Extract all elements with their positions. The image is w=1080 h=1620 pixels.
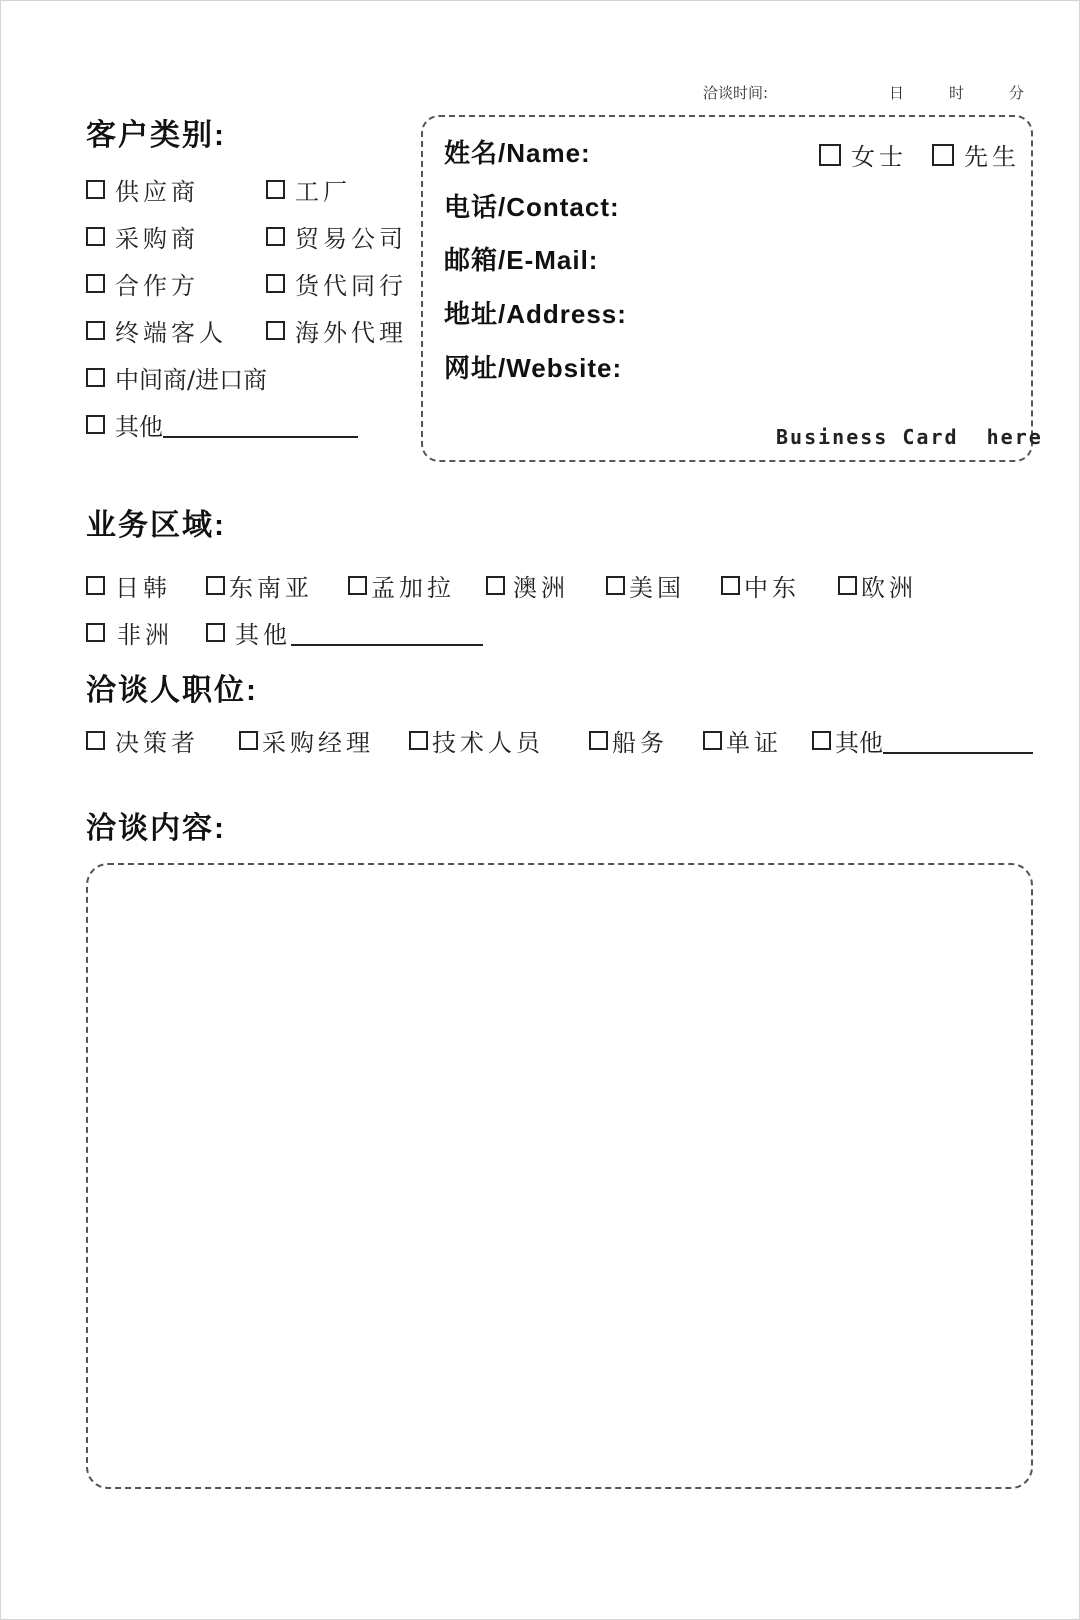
checkbox-square[interactable] xyxy=(266,321,285,340)
checkbox-region-other[interactable] xyxy=(206,615,483,650)
checkbox-square[interactable] xyxy=(486,576,505,595)
checkbox-label: 女士 xyxy=(851,143,907,171)
checkbox-square[interactable] xyxy=(606,576,625,595)
checkbox-square[interactable] xyxy=(86,227,105,246)
checkbox-region-middle-east[interactable] xyxy=(721,568,800,603)
checkbox-position-technical-staff[interactable] xyxy=(409,723,544,758)
checkbox-square[interactable] xyxy=(86,731,105,750)
checkbox-customer-other[interactable] xyxy=(86,407,358,442)
checkbox-square[interactable] xyxy=(86,415,105,434)
checkbox-factory[interactable] xyxy=(266,172,351,207)
checkbox-region-africa[interactable] xyxy=(86,615,173,650)
checkbox-square[interactable] xyxy=(838,576,857,595)
email-label: 邮箱/E-Mail: xyxy=(444,245,599,275)
checkbox-square[interactable] xyxy=(239,731,258,750)
checkbox-ms[interactable] xyxy=(819,137,907,172)
checkbox-overseas-agent[interactable] xyxy=(266,313,407,348)
checkbox-middleman-importer[interactable] xyxy=(86,360,267,395)
negotiation-content-box[interactable] xyxy=(86,863,1033,1489)
checkbox-trading-company[interactable] xyxy=(266,219,407,254)
checkbox-label: 货代同行 xyxy=(295,272,407,300)
business-card-footer: Business Card here xyxy=(776,425,1043,449)
business-region-title: 业务区域: xyxy=(86,509,226,542)
checkbox-square[interactable] xyxy=(409,731,428,750)
checkbox-region-australia[interactable] xyxy=(486,568,569,603)
checkbox-square[interactable] xyxy=(86,368,105,387)
checkbox-label: 船务 xyxy=(612,729,668,757)
checkbox-square[interactable] xyxy=(86,576,105,595)
checkbox-square[interactable] xyxy=(86,180,105,199)
checkbox-label: 孟加拉 xyxy=(371,574,455,602)
checkbox-region-japan-korea[interactable] xyxy=(86,568,171,603)
checkbox-position-other[interactable] xyxy=(812,723,1033,758)
checkbox-label: 终端客人 xyxy=(115,319,227,347)
checkbox-supplier[interactable] xyxy=(86,172,199,207)
checkbox-label: 非洲 xyxy=(117,621,173,649)
checkbox-end-customer[interactable] xyxy=(86,313,227,348)
checkbox-square[interactable] xyxy=(932,144,954,166)
checkbox-position-shipping[interactable] xyxy=(589,723,668,758)
website-label: 网址/Website: xyxy=(444,353,623,383)
region-other-blank[interactable] xyxy=(291,620,483,646)
checkbox-label: 欧洲 xyxy=(861,574,917,602)
checkbox-square[interactable] xyxy=(206,576,225,595)
checkbox-label: 贸易公司 xyxy=(295,225,407,253)
negotiation-content-title: 洽谈内容: xyxy=(86,812,226,845)
checkbox-region-bangladesh[interactable] xyxy=(348,568,455,603)
checkbox-label: 工厂 xyxy=(295,178,351,206)
checkbox-label: 供应商 xyxy=(115,178,199,206)
checkbox-label: 采购经理 xyxy=(262,729,374,757)
checkbox-square[interactable] xyxy=(721,576,740,595)
checkbox-square[interactable] xyxy=(86,623,105,642)
customer-other-blank[interactable] xyxy=(163,412,358,438)
checkbox-square[interactable] xyxy=(819,144,841,166)
address-label: 地址/Address: xyxy=(444,299,627,329)
checkbox-label: 先生 xyxy=(964,143,1020,171)
checkbox-label: 合作方 xyxy=(115,272,199,300)
checkbox-square[interactable] xyxy=(206,623,225,642)
checkbox-label: 日韩 xyxy=(115,574,171,602)
meeting-time-minute: 分 xyxy=(1009,84,1025,102)
meeting-time-day: 日 xyxy=(889,84,905,102)
checkbox-label: 采购商 xyxy=(115,225,199,253)
checkbox-label: 中间商/进口商 xyxy=(115,366,268,394)
checkbox-square[interactable] xyxy=(266,227,285,246)
checkbox-position-purchasing-manager[interactable] xyxy=(239,723,374,758)
checkbox-label: 海外代理 xyxy=(295,319,407,347)
meeting-time-label: 洽谈时间: xyxy=(703,84,769,102)
checkbox-label: 其他 xyxy=(235,621,291,649)
checkbox-square[interactable] xyxy=(589,731,608,750)
name-label: 姓名/Name: xyxy=(444,138,591,168)
meeting-time-hour: 时 xyxy=(949,84,965,102)
contact-label: 电话/Contact: xyxy=(444,192,620,222)
checkbox-mr[interactable] xyxy=(932,137,1020,172)
checkbox-square[interactable] xyxy=(266,180,285,199)
checkbox-label: 澳洲 xyxy=(513,574,569,602)
customer-type-title: 客户类别: xyxy=(86,119,226,152)
checkbox-square[interactable] xyxy=(86,274,105,293)
checkbox-region-southeast-asia[interactable] xyxy=(206,568,313,603)
negotiator-position-title: 洽谈人职位: xyxy=(86,674,258,707)
checkbox-partner[interactable] xyxy=(86,266,199,301)
checkbox-square[interactable] xyxy=(812,731,831,750)
checkbox-position-documentation[interactable] xyxy=(703,723,782,758)
checkbox-position-decision-maker[interactable] xyxy=(86,723,199,758)
checkbox-label: 东南亚 xyxy=(229,574,313,602)
checkbox-buyer[interactable] xyxy=(86,219,199,254)
checkbox-label: 技术人员 xyxy=(432,729,544,757)
checkbox-square[interactable] xyxy=(266,274,285,293)
checkbox-label: 中东 xyxy=(744,574,800,602)
checkbox-square[interactable] xyxy=(348,576,367,595)
checkbox-region-usa[interactable] xyxy=(606,568,685,603)
checkbox-square[interactable] xyxy=(86,321,105,340)
checkbox-square[interactable] xyxy=(703,731,722,750)
checkbox-freight-peer[interactable] xyxy=(266,266,407,301)
checkbox-label: 其他 xyxy=(835,729,883,757)
checkbox-region-europe[interactable] xyxy=(838,568,917,603)
position-other-blank[interactable] xyxy=(883,728,1033,754)
checkbox-label: 单证 xyxy=(726,729,782,757)
checkbox-label: 美国 xyxy=(629,574,685,602)
checkbox-label: 其他 xyxy=(115,413,163,441)
checkbox-label: 决策者 xyxy=(115,729,199,757)
